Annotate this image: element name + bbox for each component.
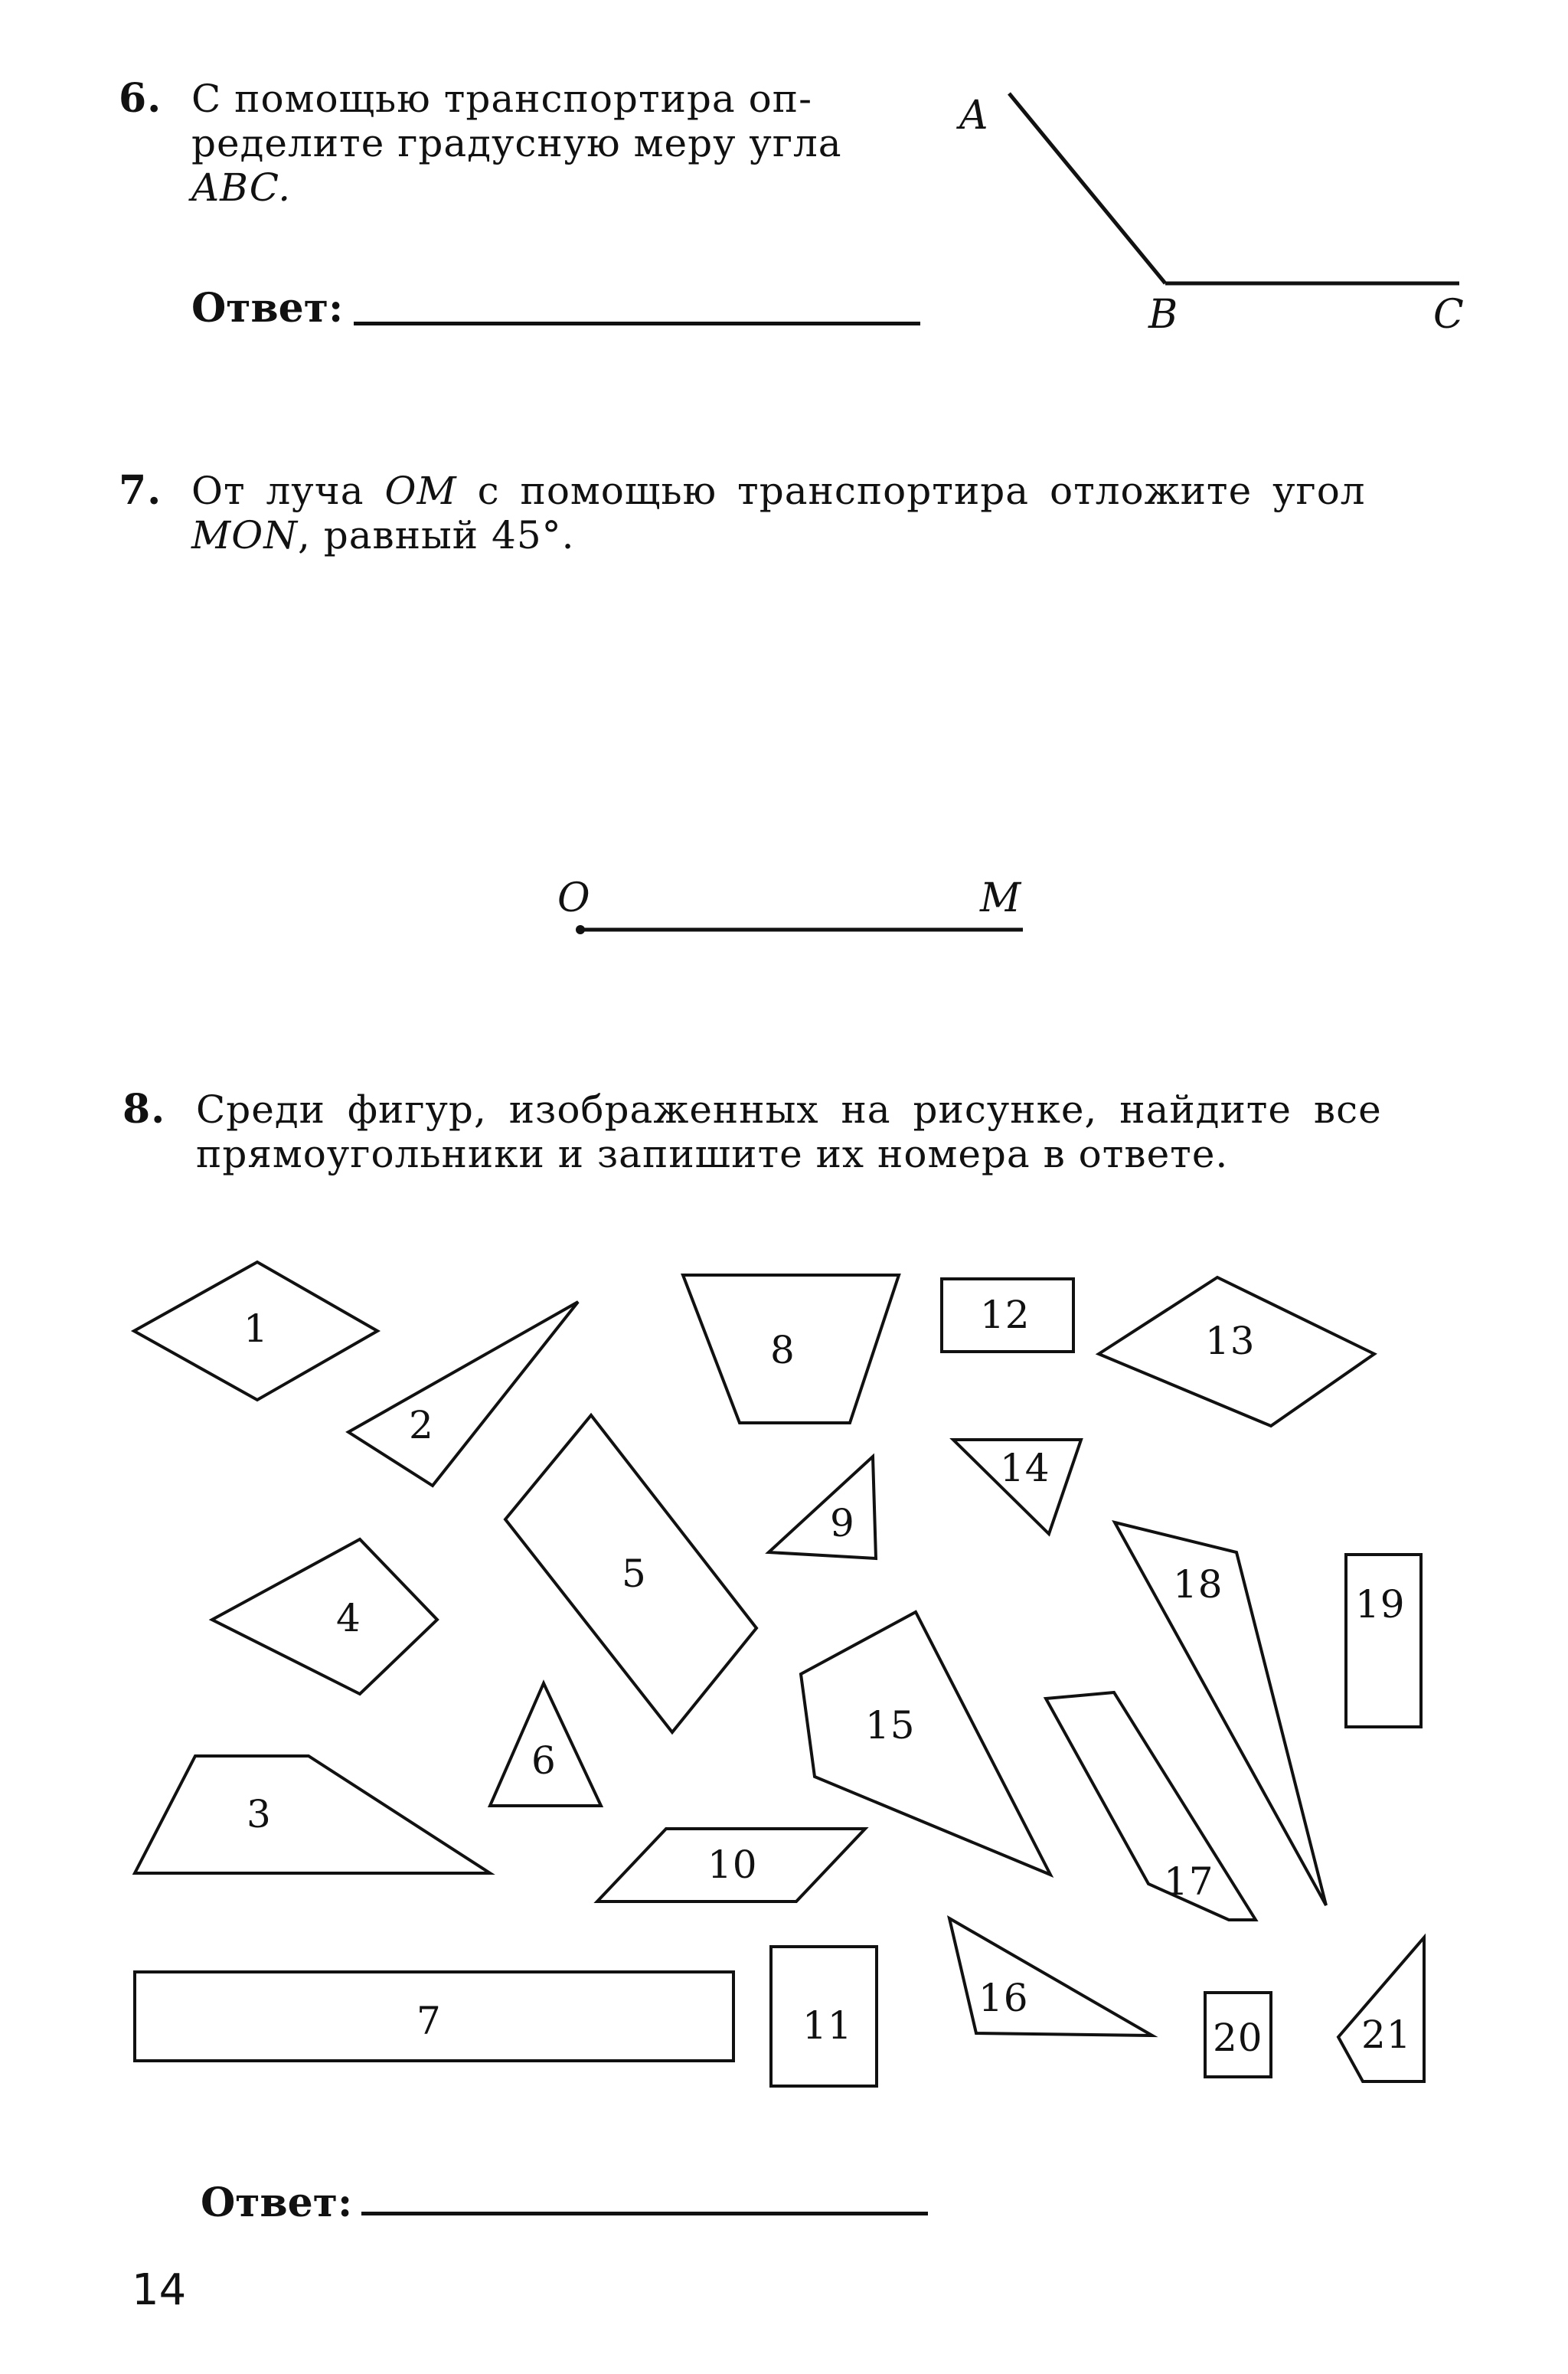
shape-label-2: 2 <box>409 1403 434 1447</box>
shape-label-7: 7 <box>416 1999 442 2043</box>
shape-label-8: 8 <box>770 1328 795 1372</box>
task6-text-line2: ределите градусную меру угла <box>191 121 842 165</box>
page-number: 14 <box>132 2265 187 2315</box>
task8-answer-label: Ответ: <box>201 2179 353 2226</box>
label-c: C <box>1433 292 1465 338</box>
shape-21 <box>1338 1937 1424 2081</box>
label-m: M <box>980 875 1022 921</box>
shape-4 <box>212 1539 437 1694</box>
task7-text-a: От луча <box>191 469 364 513</box>
label-b: B <box>1148 292 1179 338</box>
task8-answer-line[interactable] <box>361 2212 928 2215</box>
shape-label-16: 16 <box>978 1976 1029 2020</box>
task8-text-line2: прямоугольники и запишите их номера в ответе. <box>196 1132 1229 1176</box>
shape-label-20: 20 <box>1213 2016 1263 2060</box>
shape-label-19: 19 <box>1355 1582 1406 1627</box>
task7-number: 7. <box>119 467 162 514</box>
task8-text-line1: Среди фигур, изображенных на рисунке, найдите все <box>196 1087 1382 1132</box>
shape-label-4: 4 <box>336 1596 361 1640</box>
shape-label-21: 21 <box>1361 2013 1412 2057</box>
task7-text-b: с помощью транспортира отложите угол <box>477 469 1366 513</box>
task6-text-line1: С помощью транспортира оп- <box>191 77 812 121</box>
shape-label-1: 1 <box>243 1306 269 1351</box>
task6-number: 6. <box>119 75 162 122</box>
shape-label-13: 13 <box>1205 1319 1256 1363</box>
shape-19 <box>1346 1555 1421 1727</box>
task6-answer-label: Ответ: <box>191 285 344 332</box>
label-a: A <box>959 93 989 139</box>
shape-label-11: 11 <box>802 2003 853 2048</box>
shape-15 <box>801 1612 1050 1875</box>
shape-9 <box>769 1457 876 1558</box>
shape-2 <box>348 1302 578 1486</box>
label-o: O <box>557 875 591 921</box>
shape-3 <box>135 1756 490 1873</box>
shape-label-15: 15 <box>865 1703 916 1748</box>
shape-label-14: 14 <box>1000 1446 1050 1490</box>
task6-text-line3: ABC. <box>191 165 292 210</box>
shape-label-6: 6 <box>531 1738 557 1783</box>
task8-number: 8. <box>122 1086 166 1133</box>
shape-label-12: 12 <box>980 1293 1031 1337</box>
task7-text-c: , равный 45°. <box>297 513 575 558</box>
task7-ray-name: OM <box>384 469 457 513</box>
shape-label-3: 3 <box>247 1792 272 1836</box>
shape-label-10: 10 <box>707 1843 758 1887</box>
shape-label-9: 9 <box>830 1501 855 1545</box>
shape-17 <box>1046 1692 1256 1920</box>
shape-label-18: 18 <box>1173 1562 1223 1607</box>
task7-angle-name: MON <box>191 513 298 558</box>
shape-label-17: 17 <box>1164 1859 1214 1904</box>
shape-label-5: 5 <box>622 1552 647 1596</box>
